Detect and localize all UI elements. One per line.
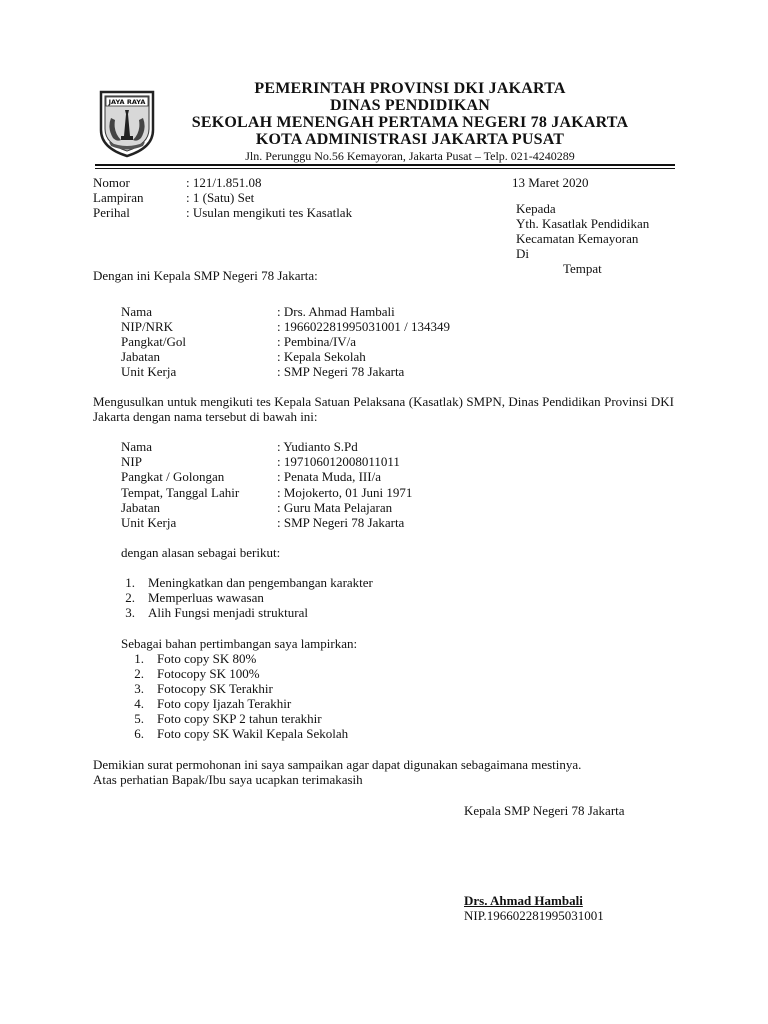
list-item: Alih Fungsi menjadi struktural <box>148 605 308 620</box>
list-number: 1. <box>125 575 135 590</box>
list-item: Fotocopy SK 100% <box>157 666 260 681</box>
sender-label: Unit Kerja <box>121 364 177 379</box>
candidate-label: Nama <box>121 439 153 454</box>
sender-label: NIP/NRK <box>121 319 174 334</box>
letter-date: 13 Maret 2020 <box>512 175 589 190</box>
letterhead-school: SEKOLAH MENENGAH PERTAMA NEGERI 78 JAKARTA <box>191 114 629 131</box>
reasons-intro: dengan alasan sebagai berikut: <box>121 545 281 560</box>
nomor-label: Nomor <box>93 175 130 190</box>
letterhead-address: Jln. Perunggu No.56 Kemayoran, Jakarta Pusat – Telp. 021-4240289 <box>245 149 575 163</box>
recipient-line-4: Di <box>516 246 529 261</box>
list-number: 4. <box>134 696 144 711</box>
candidate-value: : Guru Mata Pelajaran <box>277 500 393 515</box>
signature-nip: NIP.196602281995031001 <box>464 908 604 923</box>
candidate-value: : SMP Negeri 78 Jakarta <box>277 515 405 530</box>
candidate-label: Pangkat / Golongan <box>121 469 225 484</box>
list-number: 2. <box>125 590 135 605</box>
list-number: 3. <box>125 605 135 620</box>
intro-text: Dengan ini Kepala SMP Negeri 78 Jakarta: <box>93 268 318 283</box>
recipient-line-3: Kecamatan Kemayoran <box>516 231 639 246</box>
perihal-label: Perihal <box>93 205 130 220</box>
letterhead-government: PEMERINTAH PROVINSI DKI JAKARTA <box>254 80 566 97</box>
sender-label: Pangkat/Gol <box>121 334 186 349</box>
closing-line-2: Atas perhatian Bapak/Ibu saya ucapkan terimakasih <box>93 772 363 787</box>
letterhead-rule-thick <box>95 164 675 166</box>
attachments-intro: Sebagai bahan pertimbangan saya lampirkan: <box>121 636 358 651</box>
list-number: 1. <box>134 651 144 666</box>
nomor-value: : 121/1.851.08 <box>186 175 262 190</box>
list-item: Foto copy SKP 2 tahun terakhir <box>157 711 322 726</box>
candidate-value: : Mojokerto, 01 Juni 1971 <box>277 485 413 500</box>
candidate-label: Unit Kerja <box>121 515 177 530</box>
list-number: 3. <box>134 681 144 696</box>
lampiran-value: : 1 (Satu) Set <box>186 190 255 205</box>
recipient-line-5: Tempat <box>563 261 602 276</box>
perihal-value: : Usulan mengikuti tes Kasatlak <box>186 205 353 220</box>
recipient-line-2: Yth. Kasatlak Pendidikan <box>516 216 650 231</box>
letterhead-city: KOTA ADMINISTRASI JAKARTA PUSAT <box>255 131 565 148</box>
sender-label: Nama <box>121 304 153 319</box>
dki-jakarta-logo <box>97 90 157 158</box>
sender-label: Jabatan <box>121 349 160 364</box>
list-item: Foto copy Ijazah Terakhir <box>157 696 292 711</box>
sender-value: : 196602281995031001 / 134349 <box>277 319 450 334</box>
letterhead-department: DINAS PENDIDIKAN <box>329 97 491 114</box>
signature-name: Drs. Ahmad Hambali <box>464 893 583 908</box>
sender-value: : Pembina/IV/a <box>277 334 357 349</box>
list-number: 6. <box>134 726 144 741</box>
list-item: Meningkatkan dan pengembangan karakter <box>148 575 373 590</box>
list-item: Fotocopy SK Terakhir <box>157 681 273 696</box>
candidate-value: : Penata Muda, III/a <box>277 469 381 484</box>
sender-value: : SMP Negeri 78 Jakarta <box>277 364 405 379</box>
sender-value: : Kepala Sekolah <box>277 349 366 364</box>
candidate-label: Jabatan <box>121 500 160 515</box>
letterhead-rule-thin <box>95 168 675 169</box>
logo-motto: JAYA RAYA <box>108 98 146 106</box>
list-number: 5. <box>134 711 144 726</box>
candidate-label: Tempat, Tanggal Lahir <box>121 485 240 500</box>
candidate-value: : Yudianto S.Pd <box>277 439 358 454</box>
list-item: Foto copy SK 80% <box>157 651 257 666</box>
proposal-paragraph: Mengusulkan untuk mengikuti tes Kepala Satuan Pelaksana (Kasatlak) SMPN, Dinas Pendidikan Provinsi DKI Jakarta dengan nama tersebut di bawah ini: <box>93 394 674 424</box>
sender-value: : Drs. Ahmad Hambali <box>277 304 395 319</box>
candidate-label: NIP <box>121 454 142 469</box>
candidate-value: : 197106012008011011 <box>277 454 400 469</box>
closing-line-1: Demikian surat permohonan ini saya sampaikan agar dapat digunakan sebagaimana mestinya. <box>93 757 582 772</box>
lampiran-label: Lampiran <box>93 190 144 205</box>
list-item: Foto copy SK Wakil Kepala Sekolah <box>157 726 349 741</box>
list-number: 2. <box>134 666 144 681</box>
signature-title: Kepala SMP Negeri 78 Jakarta <box>464 803 625 818</box>
recipient-line-1: Kepada <box>516 201 556 216</box>
list-item: Memperluas wawasan <box>148 590 264 605</box>
